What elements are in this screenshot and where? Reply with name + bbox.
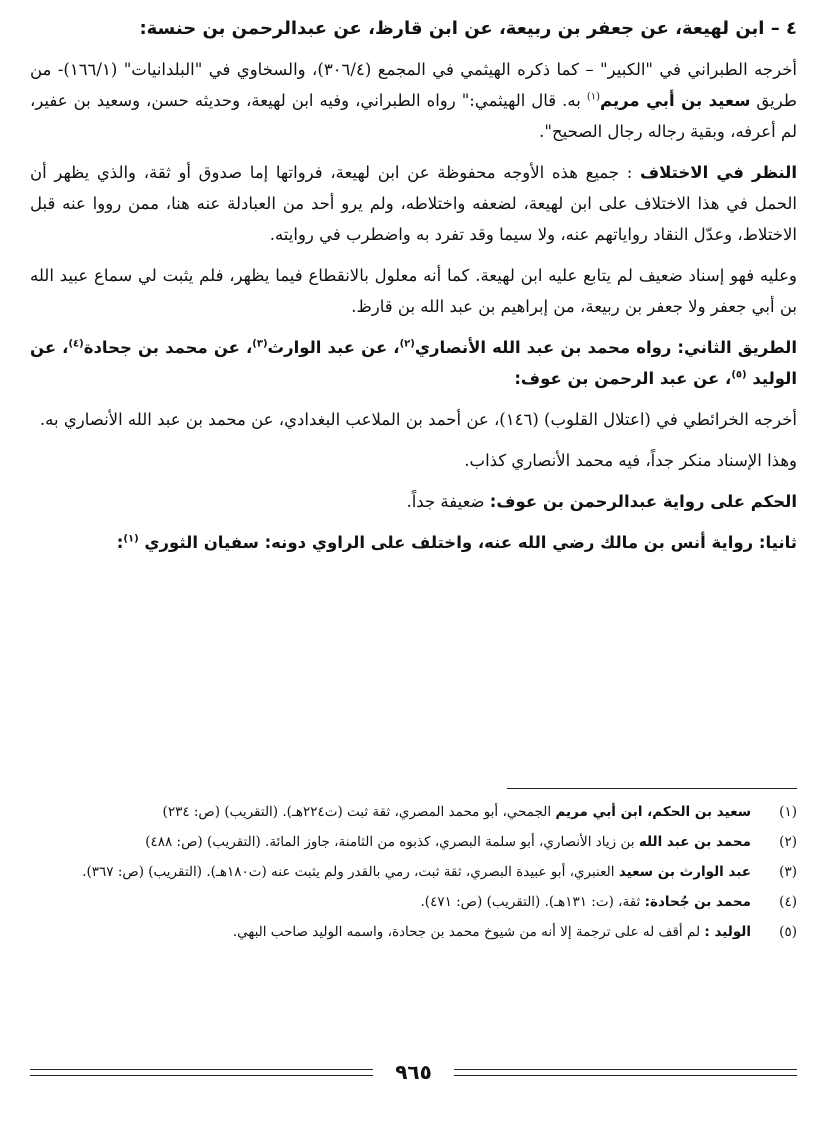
route-text: الطريق الثاني: رواه محمد بن عبد الله الأنصاري bbox=[414, 338, 797, 357]
footnote-text bbox=[30, 800, 751, 824]
footnote-ref-2[interactable]: (٢) bbox=[399, 338, 415, 350]
footnote-number: (٤) bbox=[779, 894, 797, 910]
footnote-body: بن زياد الأنصاري، أبو سلمة البصري، كذبوه من الثامنة، جاوز المائة. (التقريب) (ص: ٤٨٨) bbox=[145, 834, 639, 850]
footnote-body: ثقة، (ت: ١٣١هـ). (التقريب) (ص: ٤٧١). bbox=[420, 894, 645, 910]
footnote-ref-4[interactable]: (٤) bbox=[68, 338, 84, 350]
footnote-item bbox=[30, 890, 797, 914]
footnote-body: العنبري، أبو عبيدة البصري، ثقة ثبت، رمي بالقدر ولم يثبت عنه (ت١٨٠هـ). (التقريب) (ص: ٣٦٧). bbox=[82, 864, 619, 880]
footnote-number: (١) bbox=[779, 804, 797, 820]
footnote-item bbox=[30, 830, 797, 854]
footnote-number: (٢) bbox=[779, 834, 797, 850]
route-text: ، عن محمد بن جحادة bbox=[83, 338, 253, 357]
footer-rule-left bbox=[30, 1069, 373, 1076]
paragraph-conclusion: وعليه فهو إسناد ضعيف لم يتابع عليه ابن لهيعة. كما أنه معلول بالانقطاع فيما يظهر، فلم يثبت لي سماع عبيد الله بن أبي جعفر ولا جعفر بن ربيعة، من إبراهيم بن عبد الله بن قارظ. bbox=[30, 266, 797, 316]
footer-rule-right bbox=[454, 1069, 797, 1076]
route-text: ، عن عبد الوارث bbox=[267, 338, 400, 357]
paragraph-takhrij-tabarani bbox=[30, 54, 797, 147]
section-heading: ٤ – ابن لهيعة، عن جعفر بن ربيعة، عن ابن قارظ، عن عبدالرحمن بن حنسة: bbox=[139, 18, 797, 39]
route-text: ، عن عبد الرحمن بن عوف: bbox=[514, 369, 732, 388]
footnote-text bbox=[30, 890, 751, 914]
footnote-divider bbox=[507, 788, 797, 789]
footnote-ref-5[interactable]: (٥) bbox=[731, 369, 747, 381]
footnote-text bbox=[30, 860, 751, 884]
anas-text-end: : bbox=[116, 533, 124, 552]
footnote-text bbox=[30, 830, 751, 854]
anas-text: ثانيا: رواية أنس بن مالك رضي الله عنه، واختلف على الراوي دونه: سفيان الثوري bbox=[138, 533, 797, 552]
footnote-name: الوليد : bbox=[704, 924, 751, 940]
footnote-text bbox=[30, 920, 751, 944]
ruling-text: ضعيفة جداً. bbox=[406, 492, 490, 511]
page-footer bbox=[30, 1060, 797, 1084]
footnote-number: (٣) bbox=[779, 864, 797, 880]
footnote-name: محمد بن عبد الله bbox=[638, 834, 751, 850]
footnote-name: عبد الوارث بن سعيد bbox=[618, 864, 751, 880]
footnote-body: لم أقف له على ترجمة إلا أنه من شيوخ محمد بن جحادة، واسمه الوليد صاحب البهي. bbox=[232, 924, 705, 940]
narrator-name: سعيد بن أبي مريم bbox=[600, 91, 751, 110]
route-heading bbox=[30, 338, 797, 388]
footnote-name: محمد بن جُحادة: bbox=[644, 894, 751, 910]
footnote-item bbox=[30, 800, 797, 824]
ruling-label: الحكم على رواية عبدالرحمن بن عوف: bbox=[489, 492, 797, 511]
paragraph-ruling bbox=[30, 486, 797, 517]
route-text: ، عن الوليد bbox=[30, 338, 797, 388]
paragraph-text: به. قال الهيثمي:" رواه الطبراني، وفيه ابن لهيعة، وحديثه حسن، وسعيد بن عفير، لم أعرفه، وبقية رجاله رجال الصحيح". bbox=[30, 91, 797, 141]
footnote-ref-anas[interactable]: (١) bbox=[123, 533, 139, 545]
footnote-ref-1[interactable]: (١) bbox=[586, 91, 600, 103]
footnote-ref-3[interactable]: (٣) bbox=[252, 338, 268, 350]
footnotes bbox=[30, 800, 797, 950]
paragraph-text: أخرجه الطبراني في "الكبير" – كما ذكره الهيثمي في المجمع (٣٠٦/٤)، والسخاوي في "البلدانيات" (١٦٦/١)- من طريق bbox=[30, 60, 797, 110]
paragraph-second-route bbox=[30, 332, 797, 394]
page-number: ٩٦٥ bbox=[395, 1060, 432, 1084]
footnote-item bbox=[30, 920, 797, 944]
anas-heading bbox=[117, 533, 797, 552]
paragraph-takhrij-kharaiti: أخرجه الخرائطي في (اعتلال القلوب) (١٤٦)، عن أحمد بن الملاعب البغدادي، عن محمد بن عبد الله الأنصاري به. bbox=[39, 410, 797, 429]
paragraph-anas-narration bbox=[30, 527, 797, 558]
paragraph-analysis bbox=[30, 157, 797, 250]
paragraph-text: : جميع هذه الأوجه محفوظة عن ابن لهيعة، فرواتها إما صدوق أو ثقة، والذي يظهر أن الحمل في هذا الاختلاف على ابن لهيعة، لضعفه واختلاطه، ولم يرو أحد من العبادلة عنه هنا، ممن رووا عنه قبل الاختلاط، وعدّل النقاد رواياتهم عنه، ولا سيما وقد تفرد به واضطرب في روايته. bbox=[30, 163, 797, 244]
footnote-name: سعيد بن الحكم، ابن أبي مريم bbox=[555, 804, 751, 820]
footnote-body: الجمحي، أبو محمد المصري، ثقة ثبت (ت٢٢٤هـ). (التقريب) (ص: ٢٣٤) bbox=[162, 804, 556, 820]
footnote-number: (٥) bbox=[779, 924, 797, 940]
paragraph-isnad-judgement: وهذا الإسناد منكر جداً، فيه محمد الأنصاري كذاب. bbox=[464, 451, 797, 470]
paragraph-label: النظر في الاختلاف bbox=[639, 163, 797, 182]
footnote-item bbox=[30, 860, 797, 884]
